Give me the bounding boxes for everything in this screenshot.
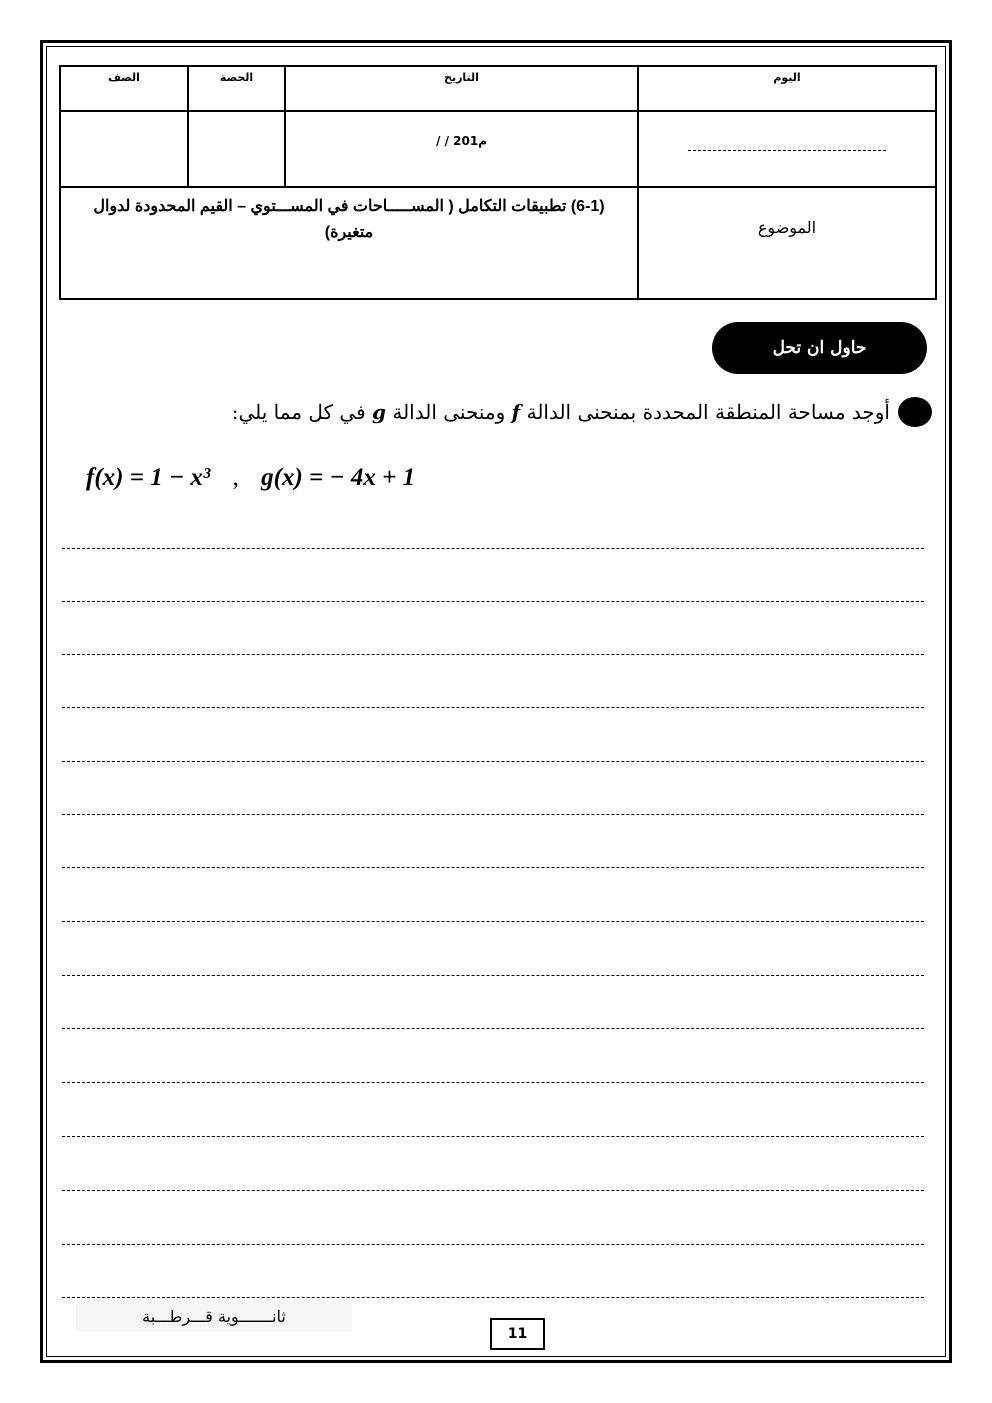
answer-line[interactable]: [62, 761, 924, 762]
try-to-solve-badge: حاول ان تحل: [712, 322, 927, 374]
question-part-2: ومنحنى الدالة: [392, 400, 506, 424]
bullet-icon: [898, 397, 932, 427]
question-part-3: في كل مما يلي:: [231, 400, 366, 424]
class-value-cell[interactable]: [60, 111, 188, 187]
period-label: الحصة: [219, 71, 254, 84]
answer-line[interactable]: [62, 601, 924, 602]
class-label: الصف: [108, 71, 140, 84]
day-blank-line: [688, 150, 886, 151]
answer-line[interactable]: [62, 1028, 924, 1029]
answer-line[interactable]: [62, 1190, 924, 1191]
date-value: / / 201م: [436, 134, 487, 148]
day-label: اليوم: [773, 71, 801, 84]
topic-label-cell: [638, 187, 936, 299]
answer-line[interactable]: [62, 654, 924, 655]
period-header-cell: [188, 66, 285, 111]
question-text: [80, 392, 890, 432]
day-value-cell[interactable]: [638, 111, 936, 187]
school-name: ثانـــــــوية قـــرطـــبة: [76, 1303, 352, 1331]
answer-line[interactable]: [62, 1244, 924, 1245]
formula-separator: ,: [232, 464, 239, 491]
answer-line[interactable]: [62, 707, 924, 708]
topic-title-cell: [60, 187, 638, 299]
answer-line[interactable]: [62, 867, 924, 868]
answer-line[interactable]: [62, 1136, 924, 1137]
class-header-cell: [60, 66, 188, 111]
page-number: 11: [490, 1318, 545, 1350]
f-definition: f(x) = 1 − x³: [86, 464, 211, 491]
function-definitions: [86, 458, 415, 498]
lesson-header-table: [59, 65, 937, 300]
g-definition: g(x) = − 4x + 1: [261, 464, 416, 491]
topic-label: الموضوع: [757, 220, 817, 237]
answer-line[interactable]: [62, 975, 924, 976]
answer-line[interactable]: [62, 921, 924, 922]
var-g: g: [372, 400, 386, 424]
topic-title: (6-1) تطبيقات التكامل ( المســـــاحات في المســـتوي – القيم المحدودة لدوال متغيرة): [93, 198, 605, 241]
date-label: التاريخ: [444, 71, 479, 84]
answer-line[interactable]: [62, 1297, 924, 1298]
date-header-cell: [285, 66, 638, 111]
var-f: f: [511, 400, 521, 424]
answer-line[interactable]: [62, 548, 924, 549]
date-value-cell[interactable]: [285, 111, 638, 187]
period-value-cell[interactable]: [188, 111, 285, 187]
answer-line[interactable]: [62, 1082, 924, 1083]
day-header-cell: [638, 66, 936, 111]
question-part-1: أوجد مساحة المنطقة المحددة بمنحنى الدالة: [526, 400, 890, 424]
answer-line[interactable]: [62, 814, 924, 815]
